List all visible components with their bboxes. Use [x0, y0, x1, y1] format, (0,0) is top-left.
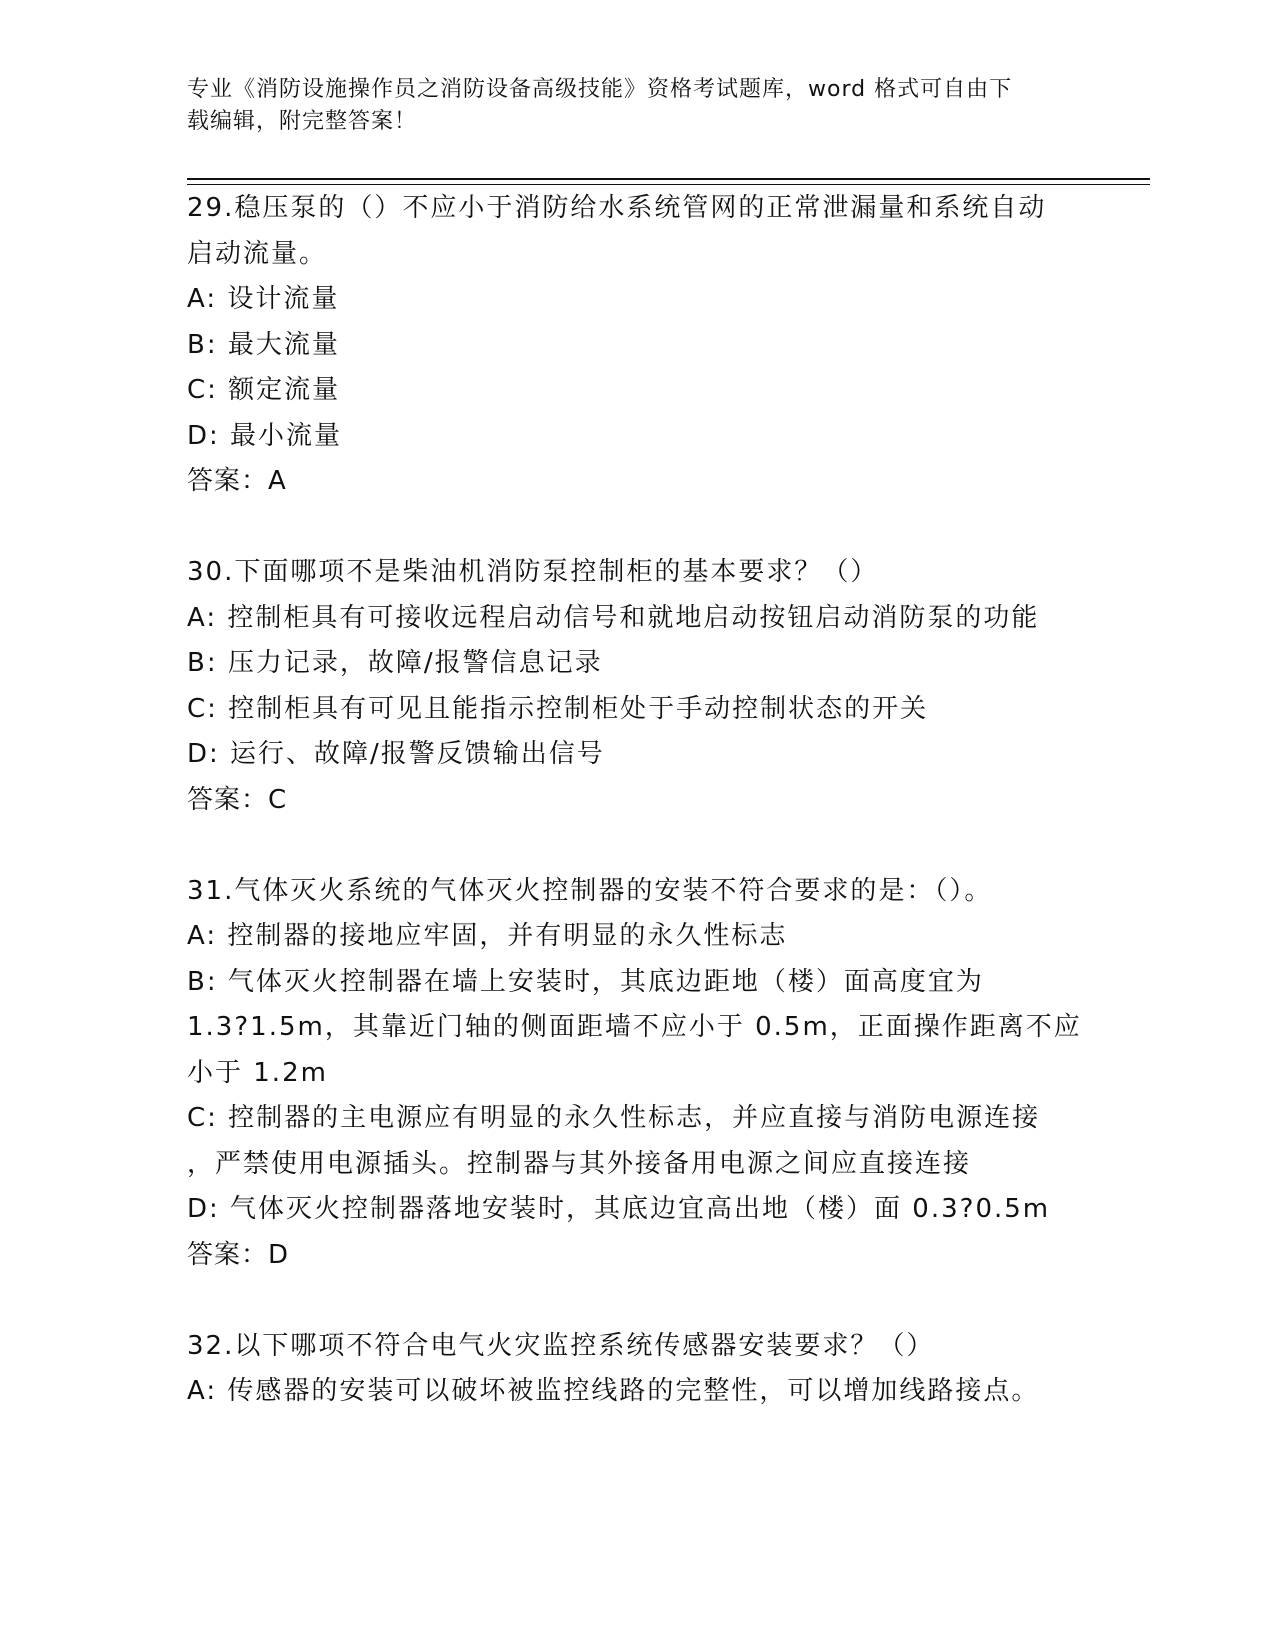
answer-option-line: B: 气体灭火控制器在墙上安装时，其底边距地（楼）面高度宜为 — [187, 966, 984, 997]
answer-option-line: A: 传感器的安装可以破坏被监控线路的完整性，可以增加线路接点。 — [187, 1376, 1040, 1406]
question-spacer — [187, 505, 1087, 551]
answer-option-line: B: 压力记录，故障/报警信息记录 — [187, 648, 603, 678]
answer-option-line: D: 气体灭火控制器落地安装时，其底边宜高出地（楼）面 0.3?0.5m — [187, 1194, 1051, 1224]
question-4 — [187, 1324, 1087, 1415]
answer-key: 答案：D — [187, 1239, 290, 1270]
header-line-1: 专业《消防设施操作员之消防设备高级技能》资格考试题库，word 格式可自由下 — [187, 77, 1013, 102]
answer-option-line: C: 额定流量 — [187, 375, 341, 405]
answer-option — [187, 368, 1087, 414]
question-1 — [187, 186, 1087, 505]
answer-option-line: B: 最大流量 — [187, 329, 340, 360]
header-divider-thick — [187, 178, 1150, 180]
answer-option — [187, 1187, 1087, 1233]
answer-option — [187, 914, 1087, 960]
answer-option — [187, 732, 1087, 778]
question-spacer — [187, 823, 1087, 869]
answer-option — [187, 1096, 1087, 1187]
answer-option — [187, 687, 1087, 733]
question-stem-line: 启动流量。 — [187, 238, 328, 269]
header-divider-thin — [187, 184, 1150, 185]
question-stem-line: 30.下面哪项不是柴油机消防泵控制柜的基本要求？（） — [187, 557, 879, 587]
answer-option-line: A: 控制器的接地应牢固，并有明显的永久性标志 — [187, 921, 788, 951]
question-spacer — [187, 1278, 1087, 1324]
answer-key: 答案：C — [187, 784, 288, 815]
question-stem-line: 29.稳压泵的（）不应小于消防给水系统管网的正常泄漏量和系统自动 — [187, 193, 1047, 223]
answer-option-line: C: 控制柜具有可见且能指示控制柜处于手动控制状态的开关 — [187, 693, 929, 724]
question-stem-line: 32.以下哪项不符合电气火灾监控系统传感器安装要求？（） — [187, 1330, 935, 1361]
question-list — [187, 186, 1087, 1415]
document-header — [187, 74, 1067, 138]
answer-key: 答案：A — [187, 466, 287, 496]
answer-option-line: ，严禁使用电源插头。控制器与其外接备用电源之间应直接连接 — [187, 1148, 972, 1179]
answer-option-line: A: 设计流量 — [187, 284, 340, 314]
answer-option — [187, 277, 1087, 323]
answer-option — [187, 1369, 1087, 1415]
answer-option-line: D: 运行、故障/报警反馈输出信号 — [187, 739, 605, 769]
answer-option — [187, 596, 1087, 642]
header-line-2: 载编辑，附完整答案！ — [187, 109, 418, 134]
question-3 — [187, 869, 1087, 1279]
answer-option — [187, 960, 1087, 1097]
answer-option — [187, 323, 1087, 369]
answer-option — [187, 414, 1087, 460]
answer-option-line: C: 控制器的主电源应有明显的永久性标志，并应直接与消防电源连接 — [187, 1103, 1041, 1133]
answer-option-line: A: 控制柜具有可接收远程启动信号和就地启动按钮启动消防泵的功能 — [187, 602, 1040, 633]
answer-option-line: D: 最小流量 — [187, 420, 343, 451]
answer-option — [187, 641, 1087, 687]
question-2 — [187, 550, 1087, 823]
answer-option-line: 小于 1.2m — [187, 1057, 328, 1088]
question-stem-line: 31.气体灭火系统的气体灭火控制器的安装不符合要求的是：（）。 — [187, 875, 993, 906]
answer-option-line: 1.3?1.5m，其靠近门轴的侧面距墙不应小于 0.5m，正面操作距离不应 — [187, 1012, 1082, 1042]
